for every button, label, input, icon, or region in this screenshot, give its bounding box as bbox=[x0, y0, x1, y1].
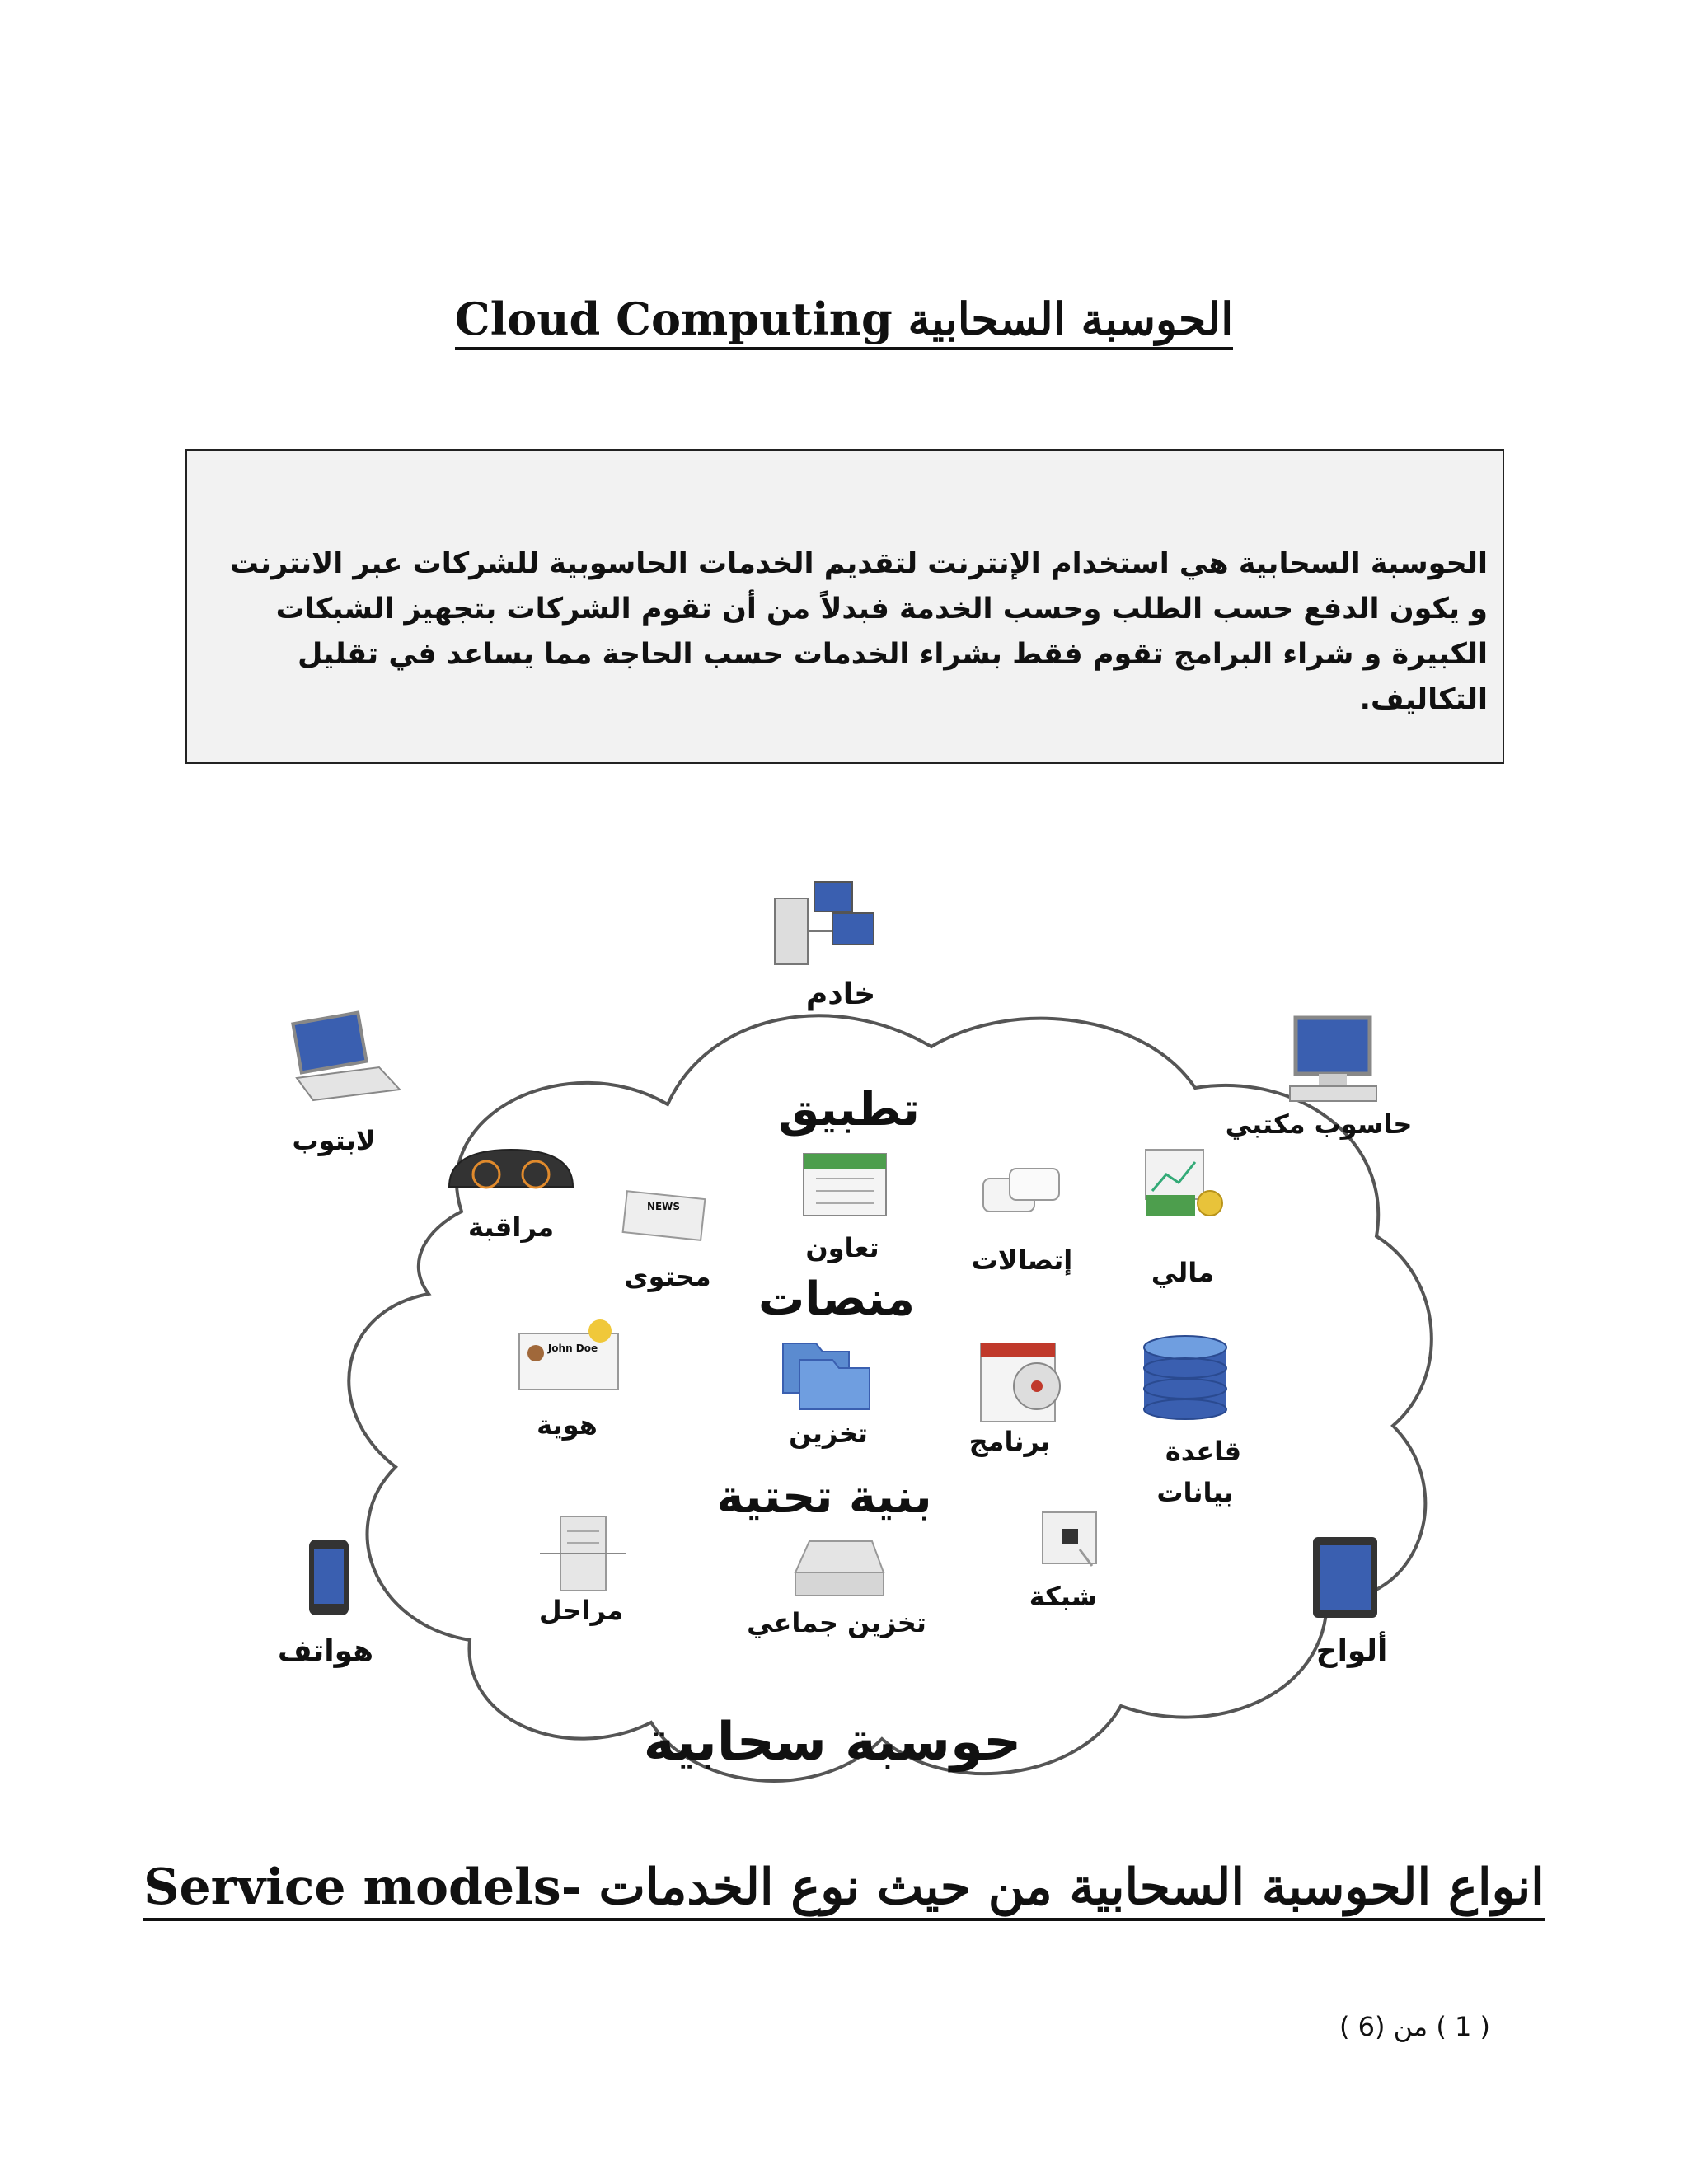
news-icon-text: NEWS bbox=[646, 1201, 681, 1212]
cloud-diagram bbox=[256, 865, 1451, 1813]
block-storage-label: تخزين جماعي bbox=[747, 1607, 926, 1638]
layer-infrastructure: بنية تحتية bbox=[716, 1470, 932, 1524]
hard-drive-icon bbox=[795, 1541, 884, 1596]
id-card-name: John Doe bbox=[547, 1343, 598, 1354]
page-title bbox=[0, 293, 1688, 350]
monitoring-label: مراقبة bbox=[467, 1212, 555, 1243]
desktop-label: حاسوب مكتبي bbox=[1225, 1108, 1413, 1140]
tablet-icon bbox=[1313, 1537, 1377, 1618]
news-icon bbox=[623, 1191, 706, 1240]
network-label: شبكة bbox=[1029, 1581, 1098, 1612]
communication-label: إتصالات bbox=[971, 1244, 1073, 1276]
compute-label: مراحل bbox=[538, 1595, 624, 1626]
page-number: ( 1 ) من (6 ) bbox=[1339, 2011, 1490, 2042]
laptop-label: لابتوب bbox=[292, 1125, 376, 1156]
finance-label: مالي bbox=[1151, 1257, 1215, 1288]
storage-label: تخزين bbox=[789, 1418, 868, 1449]
page-title-text: الحوسبة السحابية Cloud Computing bbox=[455, 293, 1234, 350]
laptop-icon bbox=[293, 1013, 400, 1100]
phones-label: هواتف bbox=[277, 1634, 374, 1668]
identity-label: هوية bbox=[537, 1409, 598, 1441]
database-label-2: بيانات bbox=[1156, 1477, 1234, 1508]
calendar-icon bbox=[804, 1154, 886, 1216]
database-label-1: قاعدة bbox=[1165, 1436, 1242, 1467]
tablets-label: ألواح bbox=[1315, 1634, 1388, 1668]
definition-text: الحوسبة السحابية هي استخدام الإنترنت لتقديم الخدمات الحاسوبية للشركات عبر الانترنت و يكون الدفع حسب الطلب وحسب الخدمة فبدلاً من أن تقوم الشركات بتجهيز الشبكات الكبيرة و شراء البرامج تقوم فقط بشراء الخدمات حسب الحاجة مما يساعد في تقليل التكاليف. bbox=[229, 547, 1488, 716]
runtime-label: برنامج bbox=[968, 1426, 1051, 1457]
section-heading bbox=[0, 1858, 1688, 1921]
server-label: خادم bbox=[805, 977, 876, 1011]
server-icon bbox=[775, 882, 874, 964]
definition-box bbox=[185, 449, 1504, 764]
layer-platform: منصات bbox=[757, 1272, 916, 1326]
collaboration-label: تعاون bbox=[805, 1232, 879, 1263]
diagram-caption: حوسبة سحابية bbox=[643, 1712, 1022, 1773]
database-icon bbox=[1144, 1336, 1226, 1419]
desktop-icon bbox=[1290, 1018, 1376, 1101]
software-box-icon bbox=[981, 1343, 1060, 1422]
layer-application: تطبيق bbox=[778, 1083, 920, 1137]
section-heading-text: انواع الحوسبة السحابية من حيث نوع الخدمات -Service models bbox=[143, 1858, 1545, 1921]
content-label: محتوى bbox=[624, 1261, 711, 1292]
phone-icon bbox=[309, 1540, 349, 1615]
network-socket-icon bbox=[1043, 1512, 1096, 1566]
